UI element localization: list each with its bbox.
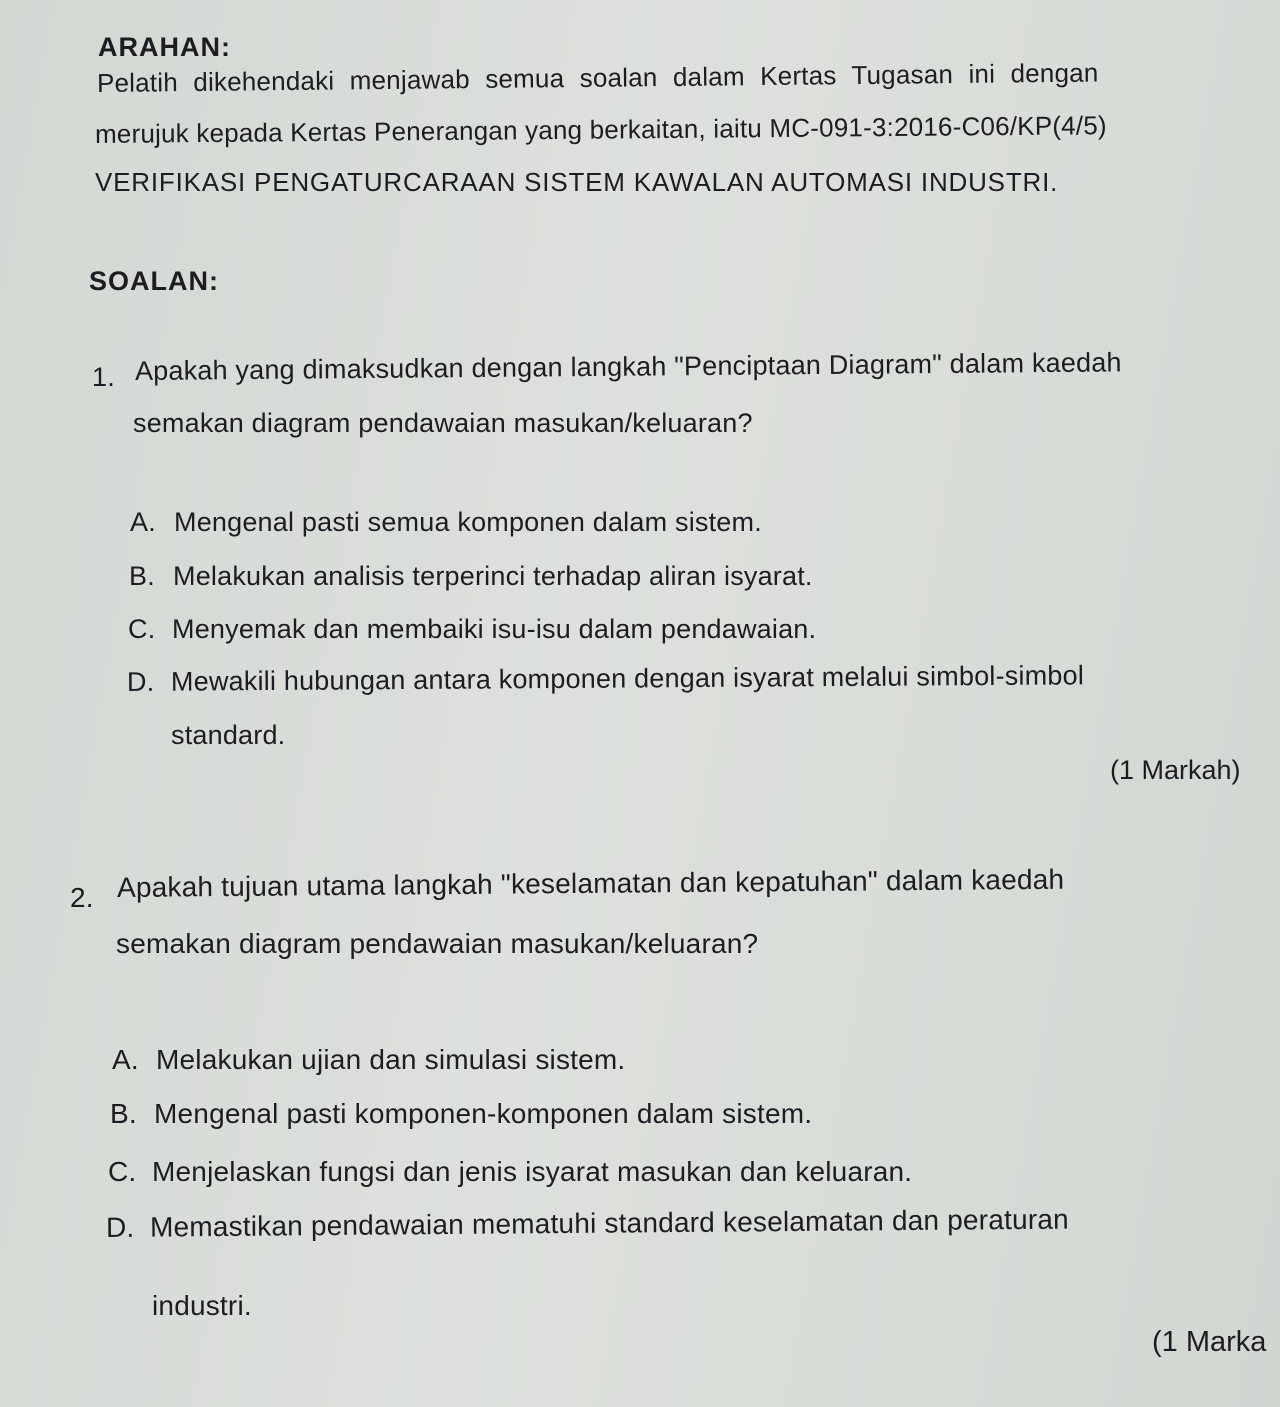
option-d-continuation: industri. <box>152 1290 252 1321</box>
option-b <box>110 1098 812 1130</box>
marks-label: (1 Markah) <box>1110 755 1241 785</box>
option-text: Mengenal pasti komponen-komponen dalam sistem. <box>154 1098 813 1129</box>
option-d <box>127 660 1084 698</box>
option-text: Menjelaskan fungsi dan jenis isyarat masukan dan keluaran. <box>152 1156 913 1187</box>
option-text: Mengenal pasti semua komponen dalam sistem. <box>174 507 762 537</box>
option-letter: B. <box>110 1098 137 1129</box>
option-text: Menyemak dan membaiki isu-isu dalam pendawaian. <box>172 614 817 644</box>
option-letter: C. <box>128 614 156 644</box>
marks-label: (1 Marka <box>1152 1326 1267 1358</box>
option-text: Mewakili hubungan antara komponen dengan isyarat melalui simbol-simbol <box>170 660 1085 697</box>
option-text: Memastikan pendawaian mematuhi standard keselamatan dan peraturan <box>149 1203 1069 1243</box>
option-d <box>106 1204 1069 1244</box>
question-text-line-2: semakan diagram pendawaian masukan/keluaran? <box>116 928 759 959</box>
option-a <box>130 507 762 538</box>
option-c <box>108 1156 912 1188</box>
option-text: Melakukan ujian dan simulasi sistem. <box>156 1044 626 1075</box>
questions-heading: SOALAN: <box>89 266 219 296</box>
question-text-line-2: semakan diagram pendawaian masukan/keluaran? <box>133 408 753 438</box>
option-letter: A. <box>112 1044 139 1075</box>
option-letter: B. <box>129 561 155 591</box>
question-number: 2. <box>70 882 94 913</box>
question-text-line-1: Apakah yang dimaksudkan dengan langkah "Penciptaan Diagram" dalam kaedah <box>134 347 1122 386</box>
option-letter: C. <box>108 1156 137 1187</box>
instructions-line-1: Pelatih dikehendaki menjawab semua soalan dalam Kertas Tugasan ini dengan <box>96 57 1099 98</box>
option-d-continuation: standard. <box>171 720 286 750</box>
option-c <box>128 614 816 645</box>
option-letter: D. <box>126 666 155 697</box>
option-b <box>129 561 813 592</box>
question-number: 1. <box>92 362 115 392</box>
question-text-line-1: Apakah tujuan utama langkah "keselamatan dan kepatuhan" dalam kaedah <box>116 863 1065 903</box>
option-letter: D. <box>105 1211 135 1243</box>
option-letter: A. <box>130 507 156 537</box>
option-text: Melakukan analisis terperinci terhadap aliran isyarat. <box>173 561 813 591</box>
option-a <box>112 1044 625 1076</box>
instructions-heading: ARAHAN: <box>98 32 231 62</box>
instructions-line-3: VERIFIKASI PENGATURCARAAN SISTEM KAWALAN AUTOMASI INDUSTRI. <box>95 167 1059 197</box>
instructions-line-2: merujuk kepada Kertas Penerangan yang berkaitan, iaitu MC-091-3:2016-C06/KP(4/5) <box>94 110 1107 149</box>
